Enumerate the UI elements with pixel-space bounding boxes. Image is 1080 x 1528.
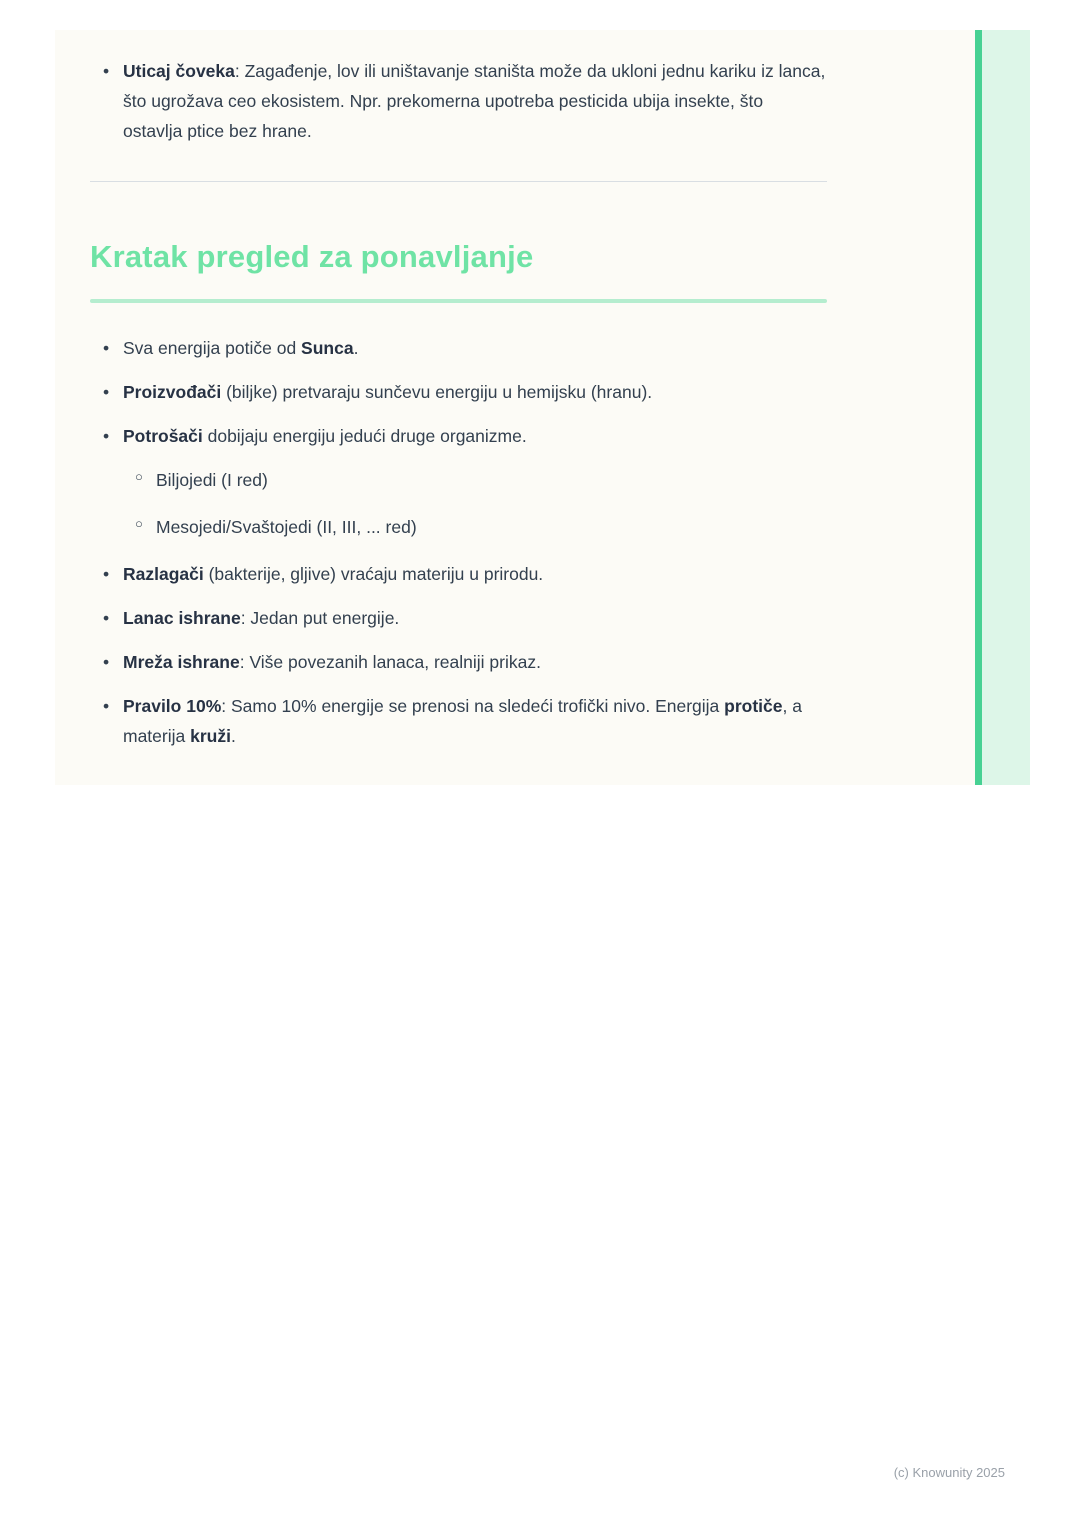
text-segment: Pravilo 10% [123,696,222,717]
text-segment: Biljojedi (I red) [156,469,268,490]
section-title: Kratak pregled za ponavljanje [90,239,534,275]
text-segment: protiče [724,696,783,717]
text-segment: Sva energija potiče od [123,337,302,358]
list-item [90,333,827,363]
list-item [90,647,827,677]
accent-bar [975,30,982,785]
text-segment: . [230,726,236,747]
text-segment: : Zagađenje, lov ili uništavanje staništa može da ukloni jednu kariku iz lanca, što ugrožava ceo ekosistem. Npr. prekomerna upotreba pesticida ubija insekte, što ostavlja ptice bez hrane. [123,61,826,142]
text-segment: Potrošači [123,425,203,446]
text-segment: : Samo 10% energije se prenosi na sledeći trofički nivo. Energija [221,696,725,717]
text-segment: Lanac ishrane [123,608,241,629]
section-divider [90,181,827,182]
text-segment: dobijaju energiju jedući druge organizme. [202,425,527,446]
text-segment: Sunca [301,337,354,358]
notes-content [55,30,975,785]
notes-card [55,30,1030,785]
text-segment: , a materija [123,696,802,747]
text-segment: Mreža ishrane [123,652,240,673]
intro-list [90,56,827,146]
text-segment: . [353,337,359,358]
text-segment: Proizvođači [123,381,222,402]
text-segment: (bakterije, gljive) vraćaju materiju u prirodu. [203,564,544,585]
list-item [123,512,827,542]
list-item [90,421,827,451]
copyright-footer: (c) Knowunity 2025 [893,1465,1005,1480]
text-segment: Razlagači [123,564,204,585]
title-underline [90,299,827,303]
side-panel [982,30,1030,785]
summary-list [90,333,827,752]
text-segment: Uticaj čoveka [123,61,235,81]
list-item [90,691,827,751]
list-item [90,559,827,589]
list-item [90,56,827,146]
text-segment: : Više povezanih lanaca, realniji prikaz. [239,652,541,673]
text-segment: : Jedan put energije. [240,608,400,629]
list-item [90,377,827,407]
text-segment: kruži [190,726,231,747]
text-segment: (biljke) pretvaraju sunčevu energiju u hemijsku (hranu). [221,381,653,402]
text-segment: Mesojedi/Svaštojedi (II, III, ... red) [156,516,417,537]
list-item [123,465,827,495]
list-item [90,603,827,633]
